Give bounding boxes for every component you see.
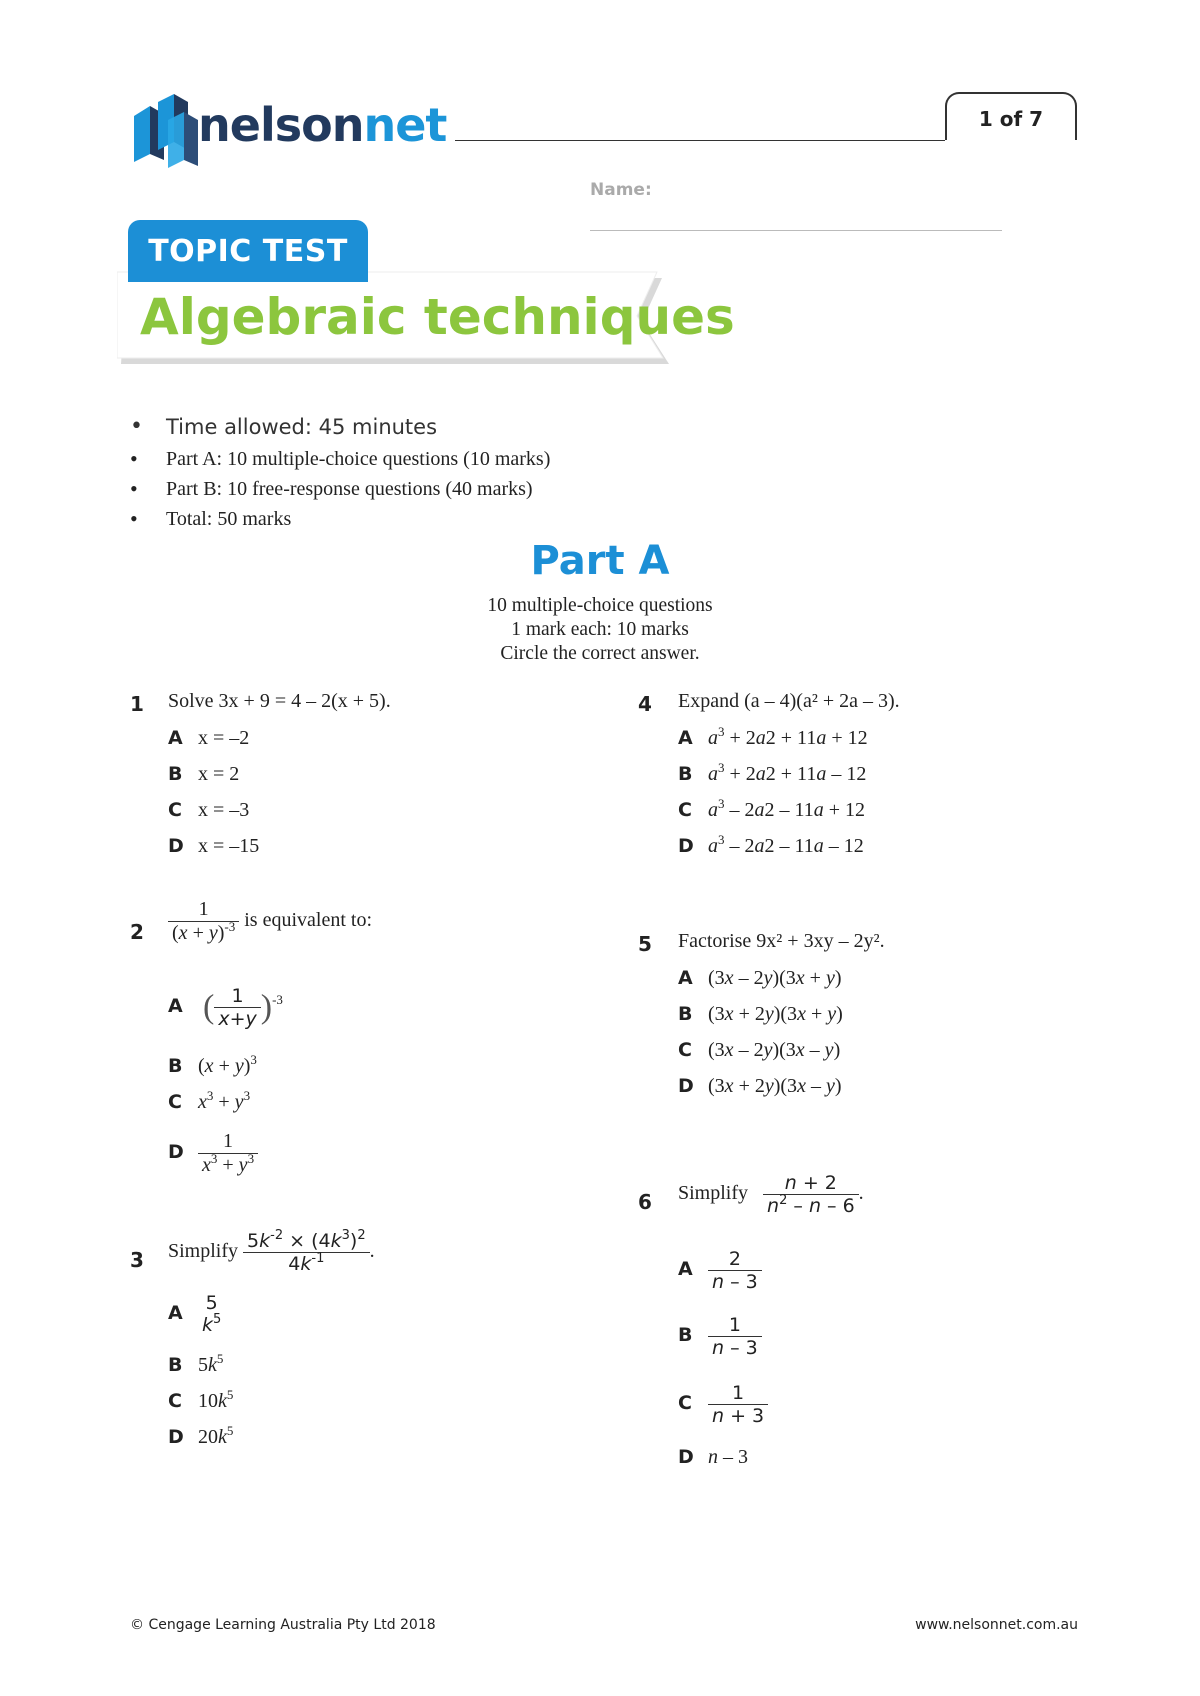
question-stem-text: Simplify bbox=[678, 1182, 749, 1205]
option-letter: B bbox=[168, 1354, 183, 1376]
instruction-line: 1 mark each: 10 marks bbox=[511, 619, 689, 640]
option-letter: C bbox=[678, 1392, 692, 1415]
option-letter: B bbox=[168, 1055, 183, 1077]
answer-option[interactable]: D (3x + 2y)(3x – y) bbox=[678, 1075, 842, 1097]
option-letter: D bbox=[678, 835, 694, 857]
answer-option[interactable]: B $\frac{1}{n - 3}$ bbox=[678, 1314, 762, 1350]
question-stem bbox=[168, 898, 372, 945]
answer-option[interactable]: B $(x + y)^3$ bbox=[168, 1052, 257, 1077]
part-a-instructions bbox=[0, 594, 1200, 666]
question-number: 4 bbox=[638, 692, 652, 716]
question-stem: Solve 3x + 9 = 4 – 2(x + 5). bbox=[168, 690, 391, 712]
answer-option[interactable]: D $a^3 - 2a2 - 11a - 12$ bbox=[678, 832, 864, 857]
list-item-text: Part A: 10 multiple-choice questions (10 marks) bbox=[166, 448, 551, 470]
option-letter: D bbox=[168, 835, 184, 857]
option-letter: B bbox=[678, 763, 693, 785]
instruction-line: 10 multiple-choice questions bbox=[487, 595, 713, 616]
option-letter: B bbox=[168, 763, 183, 785]
website-link[interactable]: www.nelsonnet.com.au bbox=[915, 1617, 1078, 1633]
option-text: x = –2 bbox=[198, 727, 250, 749]
answer-option[interactable]: B $5k^5$ bbox=[168, 1351, 224, 1376]
answer-option[interactable] bbox=[168, 799, 259, 835]
option-letter: C bbox=[168, 1091, 182, 1113]
option-letter: A bbox=[678, 727, 693, 749]
option-letter: D bbox=[168, 1426, 184, 1448]
option-letter: C bbox=[168, 799, 182, 821]
answer-option[interactable]: B $a^3 + 2a2 + 11a - 12$ bbox=[678, 760, 867, 785]
answer-option[interactable]: D $20k^5$ bbox=[168, 1423, 234, 1448]
name-field-line[interactable] bbox=[590, 230, 1002, 231]
question-stem: Simplify $\frac{n + 2}{n^2 - n - 6}$ . bbox=[678, 1172, 864, 1217]
option-text: x = –15 bbox=[198, 835, 260, 857]
question-stem: Factorise 9x² + 3xy – 2y². bbox=[678, 930, 885, 952]
page-title: Algebraic techniques bbox=[140, 288, 735, 346]
answer-option[interactable]: B (3x + 2y)(3x + y) bbox=[678, 1003, 843, 1025]
option-letter: A bbox=[168, 1301, 183, 1324]
answer-option[interactable]: C $a^3 - 2a2 - 11a + 12$ bbox=[678, 796, 866, 821]
option-letter: A bbox=[168, 995, 183, 1018]
option-letter: D bbox=[678, 1075, 694, 1097]
nelsonnet-logo-icon bbox=[128, 94, 200, 168]
answer-option[interactable]: D n – 3 bbox=[678, 1446, 748, 1468]
question-stem: Expand (a – 4)(a² + 2a – 3). bbox=[678, 690, 900, 712]
list-item: • Part B: 10 free-response questions (40 marks) bbox=[130, 476, 533, 501]
answer-option[interactable]: C (3x – 2y)(3x – y) bbox=[678, 1039, 841, 1061]
question-number: 6 bbox=[638, 1190, 652, 1214]
question-number: 5 bbox=[638, 932, 652, 956]
question-stem-text: Simplify bbox=[168, 1240, 239, 1263]
test-info-list bbox=[130, 410, 830, 534]
option-letter: A bbox=[678, 967, 693, 989]
name-label: Name: bbox=[590, 180, 652, 200]
topic-test-label: TOPIC TEST bbox=[148, 234, 348, 269]
fraction: $\frac{1}{(x + y)^{-3}}$ bbox=[168, 898, 239, 945]
option-letter: A bbox=[168, 727, 183, 749]
answer-option[interactable] bbox=[168, 835, 259, 871]
option-text: x = 2 bbox=[198, 763, 240, 785]
page-indicator-tab bbox=[945, 92, 1077, 140]
answer-option[interactable]: C $\frac{1}{n + 3}$ bbox=[678, 1382, 768, 1418]
logo-text-nelson: nelson bbox=[198, 98, 364, 152]
question-number: 2 bbox=[130, 920, 144, 944]
question-number: 1 bbox=[130, 692, 144, 716]
answer-option[interactable]: A (3x – 2y)(3x + y) bbox=[678, 967, 842, 989]
option-letter: C bbox=[678, 1039, 692, 1061]
option-letter: C bbox=[678, 799, 692, 821]
list-item: • Part A: 10 multiple-choice questions (10 marks) bbox=[130, 446, 551, 471]
option-letter: D bbox=[168, 1141, 184, 1164]
question-stem: Simplify $\frac{5k^{-2} \times (4k^3)^2}{4k^{-1}}$ . bbox=[168, 1228, 375, 1275]
option-letter: B bbox=[678, 1003, 693, 1025]
logo-text-net: net bbox=[363, 98, 447, 152]
part-a-heading: Part A bbox=[530, 538, 670, 584]
copyright-notice: © Cengage Learning Australia Pty Ltd 2018 bbox=[130, 1617, 436, 1633]
q4-options bbox=[678, 724, 868, 871]
list-item: • Total: 50 marks bbox=[130, 506, 292, 531]
nelsonnet-logo bbox=[128, 92, 468, 172]
q1-options bbox=[168, 727, 259, 871]
q5-options bbox=[678, 967, 843, 1111]
list-item-text: Part B: 10 free-response questions (40 marks) bbox=[166, 478, 533, 500]
option-letter: A bbox=[678, 1258, 693, 1281]
option-letter: C bbox=[168, 1390, 182, 1412]
question-number: 3 bbox=[130, 1248, 144, 1272]
topic-test-badge bbox=[128, 220, 368, 282]
answer-option[interactable]: A $\frac{2}{n - 3}$ bbox=[678, 1248, 762, 1284]
option-letter: B bbox=[678, 1324, 693, 1347]
header-rule bbox=[455, 140, 945, 141]
list-item-text: Time allowed: 45 minutes bbox=[166, 415, 438, 439]
answer-option[interactable]: C $10k^5$ bbox=[168, 1387, 234, 1412]
answer-option[interactable]: C $x^3 + y^3$ bbox=[168, 1088, 251, 1113]
list-item: • Time allowed: 45 minutes bbox=[130, 414, 438, 439]
instruction-line: Circle the correct answer. bbox=[500, 643, 700, 664]
option-text: x = –3 bbox=[198, 799, 250, 821]
question-stem-text: is equivalent to: bbox=[244, 909, 373, 932]
list-item-text: Total: 50 marks bbox=[166, 508, 292, 530]
answer-option[interactable] bbox=[168, 727, 259, 763]
answer-option[interactable]: A $a^3 + 2a2 + 11a + 12$ bbox=[678, 724, 868, 749]
answer-option[interactable] bbox=[168, 763, 259, 799]
page-indicator: 1 of 7 bbox=[978, 107, 1044, 131]
option-letter: D bbox=[678, 1446, 694, 1468]
answer-option[interactable]: A ( $\frac{1}{x+y}$ )$^{-3}$ bbox=[168, 985, 283, 1030]
answer-option[interactable]: A 5 $k^5$ bbox=[168, 1292, 222, 1336]
answer-option[interactable]: D $\frac{1}{x^3 + y^3}$ bbox=[168, 1130, 258, 1166]
